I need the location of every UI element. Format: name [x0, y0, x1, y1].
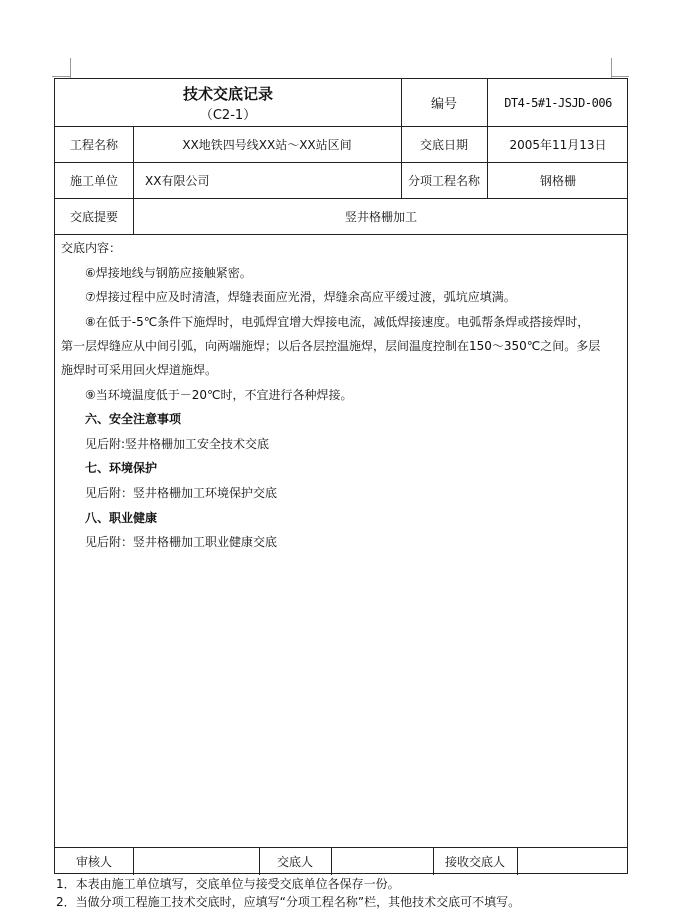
- project-name-label: 工程名称: [69, 137, 118, 152]
- content-line: 见后附:竖井格栅加工安全技术交底: [85, 437, 270, 451]
- content-line: 施焊时可采用回火焊道施焊。: [61, 363, 218, 377]
- reviewer-label: 审核人: [75, 854, 112, 869]
- discloser-label: 交底人: [276, 854, 313, 869]
- receiver-label: 接收交底人: [444, 854, 505, 869]
- crop-mark-top-right: [611, 58, 612, 78]
- subitem-name-label: 分项工程名称: [407, 173, 480, 188]
- row-divider: [55, 234, 627, 235]
- content-line: ⑨当环境温度低于－20℃时，不宜进行各种焊接。: [85, 388, 353, 402]
- content-line: 见后附：竖井格栅加工职业健康交底: [85, 535, 278, 549]
- disclosure-date-value: 2005年11月13日: [509, 137, 607, 152]
- disclosure-record-form: [54, 78, 628, 874]
- form-code: （C2-1）: [199, 107, 257, 123]
- crop-mark-left: [52, 76, 70, 77]
- form-title-block: [55, 79, 401, 126]
- section-heading-safety: 六、安全注意事项: [85, 412, 182, 426]
- content-line: ⑦焊接过程中应及时清渣，焊缝表面应光滑，焊缝余高应平缓过渡，弧坑应填满。: [85, 290, 516, 304]
- summary-label: 交底提要: [69, 209, 118, 224]
- subitem-name-value: 钢格栅: [539, 173, 576, 188]
- disclosure-date-label: 交底日期: [419, 137, 468, 152]
- discloser-field: [331, 847, 433, 875]
- summary-value: 竖井格栅加工: [344, 209, 417, 224]
- content-line: ⑧在低于-5℃条件下施焊时，电弧焊宜增大焊接电流，减低焊接速度。电弧帮条焊或搭接焊时，: [85, 315, 590, 329]
- content-heading: 交底内容：: [61, 241, 122, 255]
- section-heading-health: 八、职业健康: [85, 511, 158, 525]
- number-value: DT4-5#1-JSJD-006: [504, 95, 612, 110]
- receiver-field: [517, 847, 629, 875]
- content-line: 见后附：竖井格栅加工环境保护交底: [85, 486, 278, 500]
- crop-mark-top-left: [70, 58, 71, 78]
- crop-mark-right: [611, 76, 629, 77]
- construction-unit-value: XX有限公司: [145, 173, 210, 188]
- reviewer-field: [133, 847, 259, 875]
- content-line: ⑥焊接地线与钢筋应接触紧密。: [85, 266, 252, 280]
- form-title: 技术交底记录: [182, 84, 273, 103]
- note-item: 1．本表由施工单位填写，交底单位与接受交底单位各保存一份。: [56, 877, 400, 891]
- content-line: 第一层焊缝应从中间引弧，向两端施焊；以后各层控温施焊，层间温度控制在150～350℃之间。多层: [61, 339, 601, 353]
- project-name-value: XX地铁四号线XX站～XX站区间: [182, 137, 352, 152]
- number-label: 编号: [430, 97, 457, 112]
- construction-unit-label: 施工单位: [69, 173, 118, 188]
- note-item: 2．当做分项工程施工技术交底时，应填写“分项工程名称”栏，其他技术交底可不填写。: [56, 895, 521, 909]
- section-heading-environment: 七、环境保护: [85, 461, 158, 475]
